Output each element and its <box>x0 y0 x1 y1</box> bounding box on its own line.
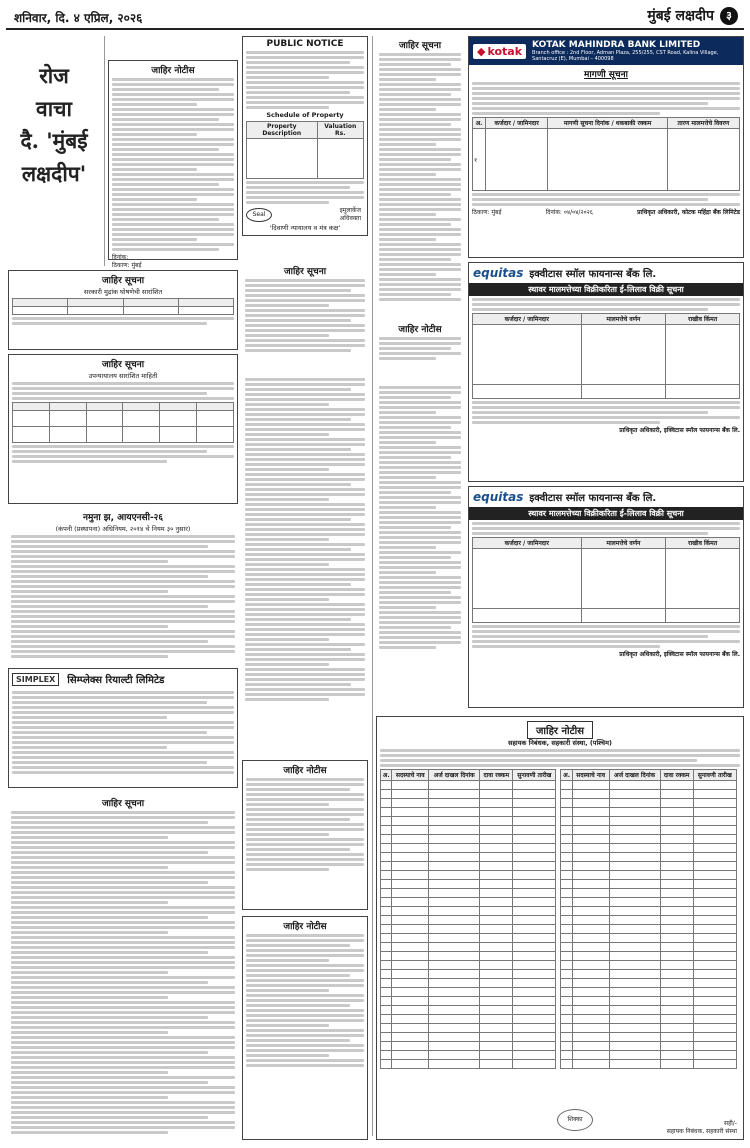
table-row <box>561 853 736 862</box>
table-row <box>381 835 556 844</box>
masthead <box>647 6 738 25</box>
property-table <box>246 121 364 179</box>
notice-title: स्थावर मालमत्तेच्या विक्रीकरिता ई-लिलाव विक्री सूचना <box>469 283 743 296</box>
table-row <box>381 1042 556 1051</box>
notice-title: स्थावर मालमत्तेच्या विक्रीकरिता ई-लिलाव विक्री सूचना <box>469 507 743 520</box>
table-row <box>561 907 736 916</box>
table-row <box>561 988 736 997</box>
public-notice-center-ad <box>242 262 368 372</box>
ad-title: जाहिर सूचना <box>101 799 145 809</box>
bank-name: इक्वीटास स्मॉल फायनान्स बँक लि. <box>529 269 657 280</box>
table-row <box>381 925 556 934</box>
table-row <box>381 943 556 952</box>
col-header: अ. <box>473 118 486 129</box>
col-header: दावा रक्कम <box>480 770 513 781</box>
col-header: सुनावणी तारीख <box>513 770 556 781</box>
col-header: अ. <box>381 770 392 781</box>
table-row <box>561 898 736 907</box>
members-table-right <box>560 769 736 1069</box>
promo-line: दै. 'मुंबई <box>20 128 88 154</box>
public-notice-center-2 <box>242 760 368 910</box>
table-row <box>381 826 556 835</box>
page-header <box>6 4 744 30</box>
col-header: कर्जदार / जामिनदार <box>486 118 548 129</box>
public-notice-bottom-left <box>8 794 238 1140</box>
ad-signature: इमुलार्केज अधिवक्ता <box>339 207 361 222</box>
ad-title: जाहिर नोटीस <box>283 766 327 776</box>
issue-date: शनिवार, दि. ४ एप्रिल, २०२६ <box>14 11 143 25</box>
table-row <box>381 988 556 997</box>
ad-title: जाहिर सूचना <box>398 41 442 51</box>
table-row <box>561 1015 736 1024</box>
table-row <box>561 916 736 925</box>
page-number-icon: ३ <box>720 7 738 25</box>
table-row <box>561 799 736 808</box>
public-notice-left-table-ad <box>8 270 238 350</box>
table-row <box>561 1051 736 1060</box>
officer: प्राधिकृत अधिकारी, कोटक महिंद्रा बँक लिमिटेड <box>637 209 740 216</box>
date: दिनांक: ०४/०४/२०२६ <box>545 209 593 216</box>
table-row <box>381 781 556 790</box>
table-row <box>561 1060 736 1069</box>
equitas-header <box>469 263 743 283</box>
schedule-heading: Schedule of Property <box>266 111 344 119</box>
table-row <box>381 952 556 961</box>
table-row <box>561 997 736 1006</box>
kotak-header <box>469 37 743 65</box>
inc26-form-notice <box>8 508 238 663</box>
table-row <box>561 808 736 817</box>
demand-table <box>472 117 740 191</box>
ad-title: जाहिर नोटीस <box>151 66 195 76</box>
table-row <box>561 1006 736 1015</box>
members-table-left <box>380 769 556 1069</box>
table-row <box>561 1024 736 1033</box>
seal-stamp: Seal <box>246 208 272 222</box>
table-row <box>381 799 556 808</box>
table-row <box>561 790 736 799</box>
bank-name: इक्वीटास स्मॉल फायनान्स बँक लि. <box>529 493 657 504</box>
table-row <box>561 826 736 835</box>
col-header: कर्जदार / जामिनदार <box>473 314 582 325</box>
table-row <box>381 997 556 1006</box>
col-header: मालमत्तेचे वर्णन <box>581 538 666 549</box>
ad-body-text <box>379 53 461 301</box>
table-row <box>381 862 556 871</box>
ad-subtitle: (कंपनी (प्रस्थापना) अधिनियम, २०१४ चे नियम ३० नुसार) <box>55 525 191 533</box>
auction-table <box>472 313 740 399</box>
table-row <box>381 961 556 970</box>
col-header: अर्ज दाखल दिनांक <box>609 770 660 781</box>
table-row <box>381 979 556 988</box>
simplex-logo-icon: SIMPLEX <box>12 673 59 686</box>
column-divider <box>372 36 373 1136</box>
place: ठिकाण: मुंबई <box>472 209 502 216</box>
table-row <box>561 844 736 853</box>
equitas-auction-ad-2 <box>468 486 744 708</box>
table-row <box>561 1033 736 1042</box>
table-row <box>381 844 556 853</box>
col-header: राखीव किंमत <box>666 538 740 549</box>
table-row <box>381 916 556 925</box>
col-header: कर्जदार / जामिनदार <box>473 538 582 549</box>
public-notice-left-ad-2 <box>8 354 238 504</box>
ad-title: जाहिर सूचना <box>101 276 145 286</box>
auction-table <box>472 537 740 623</box>
public-notice-ad <box>108 60 238 269</box>
table-row <box>381 817 556 826</box>
notice-small-ad <box>376 320 464 380</box>
company-name: सिम्प्लेक्स रियाल्टी लिमिटेड <box>67 675 165 686</box>
table-row <box>561 970 736 979</box>
table-row <box>381 880 556 889</box>
officer: प्राधिकृत अधिकारी, इक्विटास स्मॉल फायनान्स बँक लि. <box>619 427 740 434</box>
equitas-auction-ad-1 <box>468 262 744 482</box>
col-header: अ. <box>561 770 572 781</box>
table-row <box>381 907 556 916</box>
col-header: तारण मालमत्तेचे विवरण <box>667 118 739 129</box>
table-row <box>381 934 556 943</box>
ad-body-text <box>246 51 364 109</box>
public-notice-english-ad <box>242 36 368 236</box>
row-number: १ <box>473 129 486 191</box>
ad-title: जाहिर नोटीस <box>398 325 442 335</box>
col-header: सदस्याचे नाव <box>572 770 609 781</box>
public-notice-center-long <box>242 376 368 756</box>
bank-address: Branch office : 2nd Floor, Adman Plaza, 255/255, CST Road, Kalina Village, Santacruz (E), Mumbai – 400098 <box>532 50 719 62</box>
table-row <box>561 781 736 790</box>
col-header: मालमत्तेचे वर्णन <box>581 314 666 325</box>
notice-col3-long <box>376 384 464 714</box>
col-header: दावा रक्कम <box>660 770 693 781</box>
promo-line: लक्षदीप' <box>21 160 87 186</box>
equitas-logo-icon: equitas <box>473 266 524 280</box>
ad-subtitle: सरकारी मुद्रांक घोषणेची सारांशित <box>83 288 163 296</box>
col-header: सुनावणी तारीख <box>693 770 736 781</box>
table-row <box>561 862 736 871</box>
table-row <box>561 817 736 826</box>
table-row <box>381 1051 556 1060</box>
org-name: सहायक निबंधक, सहकारी संस्था, (पश्चिम) <box>508 739 612 747</box>
table-row <box>561 880 736 889</box>
ad-title: नमुना झ, आयएनसी-२६ <box>82 513 164 523</box>
column-divider <box>104 36 105 266</box>
table-row <box>381 1024 556 1033</box>
ad-subtitle: उपन्यायालय सारांशित माहिती <box>88 372 158 380</box>
table-row <box>381 871 556 880</box>
table-row <box>561 889 736 898</box>
col-header: अर्ज दाखल दिनांक <box>429 770 480 781</box>
officer: प्राधिकृत अधिकारी, इक्विटास स्मॉल फायनान्स बँक लि. <box>619 651 740 658</box>
promo-line: वाचा <box>36 95 72 121</box>
bank-name: KOTAK MAHINDRA BANK LIMITED <box>532 40 701 50</box>
public-notice-center-3 <box>242 916 368 1140</box>
table-row <box>561 961 736 970</box>
office-stamp: शिक्का <box>557 1109 593 1131</box>
promo-read-daily <box>8 60 100 260</box>
table-row <box>381 1060 556 1069</box>
ad-footer: 'दिवाणी न्यायालय व मंत्र कक्ष' <box>269 223 341 232</box>
table-row <box>381 853 556 862</box>
ad-title: PUBLIC NOTICE <box>266 39 344 49</box>
table-row <box>381 1015 556 1024</box>
equitas-logo-icon: equitas <box>473 490 524 504</box>
kotak-demand-notice-ad <box>468 36 744 258</box>
table-row <box>561 925 736 934</box>
table-row <box>381 898 556 907</box>
col-header: राखीव किंमत <box>666 314 740 325</box>
notice-title: मागणी सूचना <box>584 70 628 80</box>
ad-title: जाहिर सूचना <box>101 360 145 370</box>
col-description: Property Description <box>247 122 318 139</box>
table-row <box>381 808 556 817</box>
table-row <box>561 952 736 961</box>
table-row <box>381 889 556 898</box>
table-row <box>561 943 736 952</box>
table-row <box>561 934 736 943</box>
simplex-realty-ad <box>8 668 238 788</box>
table-row <box>561 835 736 844</box>
col-header: मागणी सूचना दिनांक / थकबाकी रक्कम <box>548 118 667 129</box>
society-notice-ad <box>376 716 744 1140</box>
kotak-logo-icon: ◆ kotak <box>473 44 526 59</box>
ad-title: जाहिर नोटीस <box>283 922 327 932</box>
table-row <box>561 979 736 988</box>
table-row <box>381 970 556 979</box>
table-row <box>381 1006 556 1015</box>
table-row <box>561 1042 736 1051</box>
masthead-title: मुंबई लक्षदीप <box>647 8 714 24</box>
ad-signature: सही/- सहायक निबंधक, सहकारी संस्था <box>666 1120 737 1135</box>
col-valuation: Valuation Rs. <box>317 122 363 139</box>
equitas-header <box>469 487 743 507</box>
table-row <box>381 1033 556 1042</box>
ad-title: जाहिर सूचना <box>283 267 327 277</box>
table-row <box>561 871 736 880</box>
ad-body-text <box>472 82 740 115</box>
ad-signature: दिनांक: ठिकाण: मुंबई <box>112 254 142 269</box>
promo-line: रोज <box>39 63 69 88</box>
ad-title: जाहिर नोटीस <box>527 721 593 739</box>
ad-body-text <box>112 78 234 251</box>
col-header: सदस्याचे नाव <box>392 770 429 781</box>
table-row <box>381 790 556 799</box>
